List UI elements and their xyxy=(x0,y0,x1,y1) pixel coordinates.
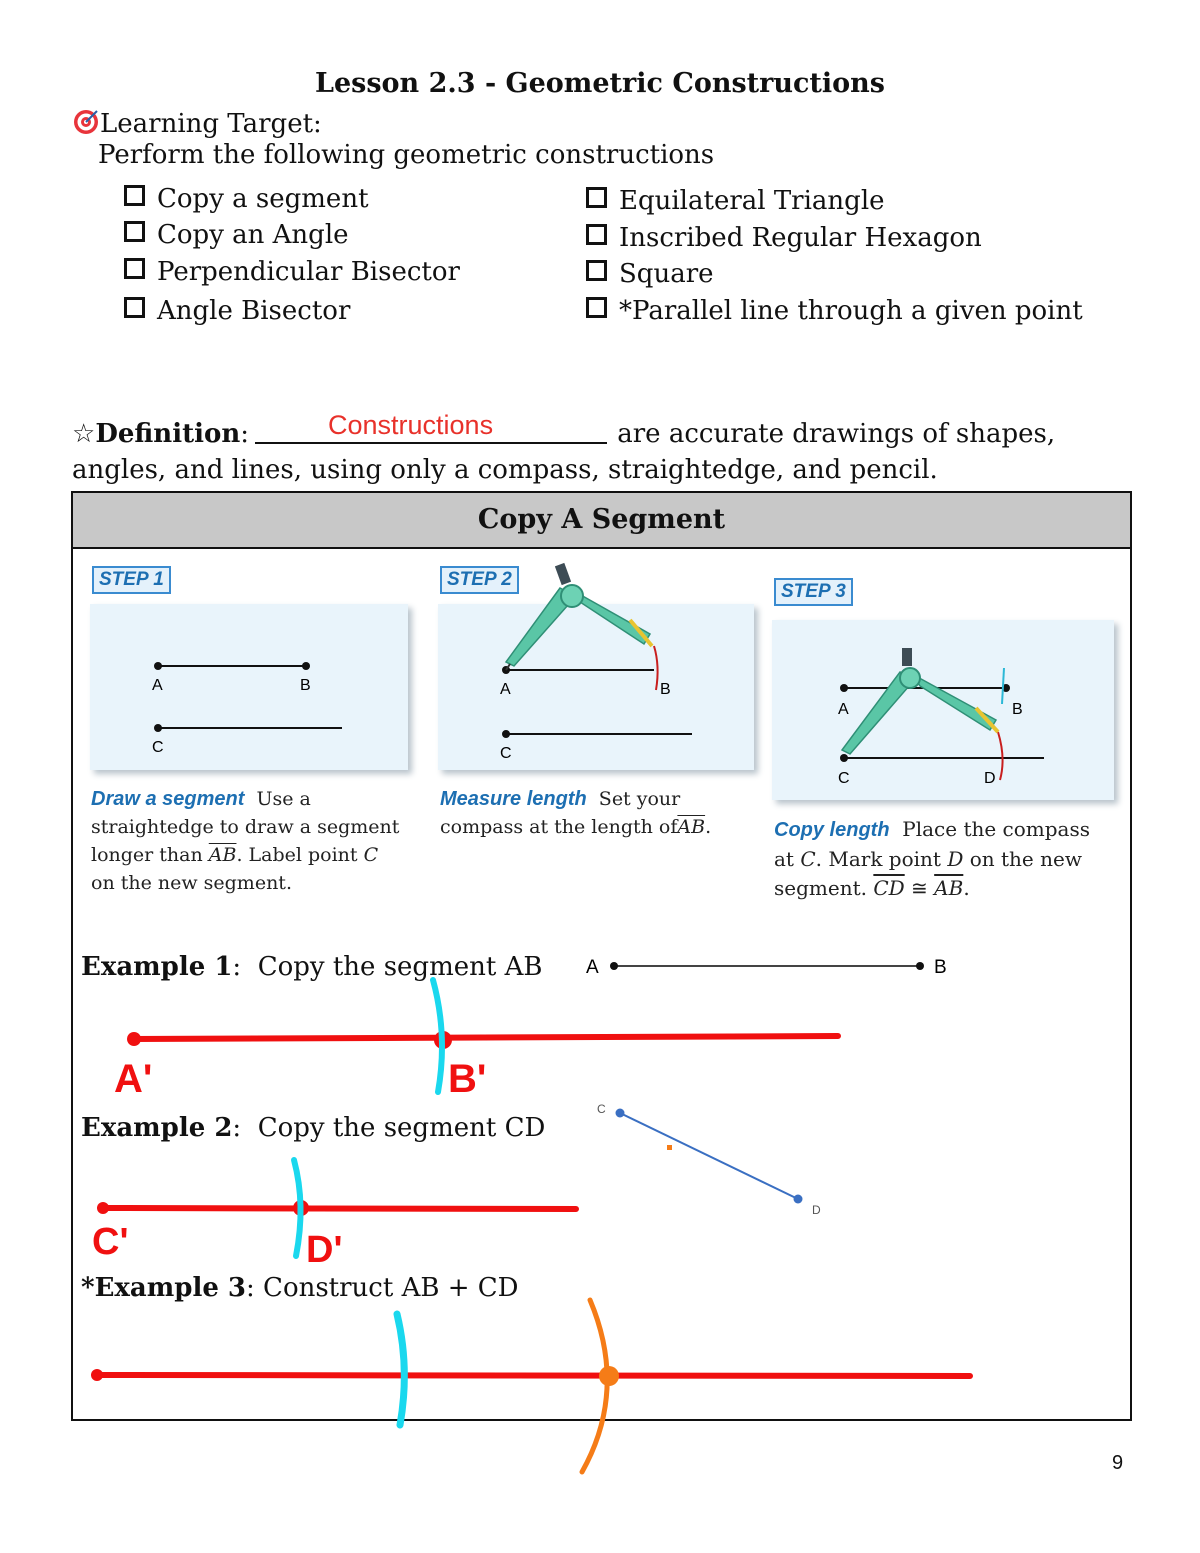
caption-text: . xyxy=(705,816,712,838)
handwritten-label-a-prime: A' xyxy=(114,1057,153,1101)
point-b-label: B xyxy=(1012,701,1023,718)
handwritten-label-d-prime: D' xyxy=(306,1229,343,1271)
caption-text: on the new segment. xyxy=(91,872,292,894)
point-c-label: C xyxy=(597,1102,606,1116)
caption-text: on the new xyxy=(969,847,1082,871)
checklist-label: Inscribed Regular Hexagon xyxy=(619,223,982,253)
step-1-lead: Draw a segment xyxy=(91,788,245,810)
point-b-label: B xyxy=(660,681,671,698)
point-c-label: C xyxy=(838,770,850,787)
point-c-label: C xyxy=(500,745,512,762)
point-label: C xyxy=(800,847,816,871)
caption-text: . Mark point xyxy=(815,847,941,871)
step-3-label: STEP 3 xyxy=(774,578,853,606)
point-c-label: C xyxy=(152,739,164,756)
definition-text: are accurate drawings of shapes, xyxy=(617,419,1056,449)
step-1-label: STEP 1 xyxy=(92,566,171,594)
caption-text: longer than xyxy=(91,844,203,866)
example-3-construction xyxy=(91,1300,970,1472)
example-colon: : xyxy=(246,1273,255,1303)
congruent-symbol: ≅ xyxy=(911,876,928,900)
caption-text: . xyxy=(963,876,970,900)
point-label: D xyxy=(947,847,964,871)
point-a-label: A xyxy=(500,681,511,698)
handwritten-label-c-prime: C' xyxy=(92,1221,129,1263)
caption-text: Use a xyxy=(256,788,311,810)
checklist-label: Square xyxy=(619,259,714,289)
checklist-label: Copy an Angle xyxy=(157,220,349,250)
handwritten-label-b-prime: B' xyxy=(448,1057,487,1101)
definition-text-continued: angles, and lines, using only a compass, straightedge, and pencil. xyxy=(72,455,938,485)
segment-label: $\overline{AB}$ xyxy=(677,816,706,838)
definition-label: Definition xyxy=(95,419,241,449)
segment-label: $\overline{AB}$ xyxy=(934,876,964,900)
point-a-label: A xyxy=(838,701,849,718)
point-label: C xyxy=(363,844,379,866)
example-label: Example 2 xyxy=(81,1113,233,1143)
caption-text: Set your xyxy=(598,788,681,810)
step-2-lead: Measure length xyxy=(440,788,587,810)
example-label: *Example 3 xyxy=(81,1273,247,1303)
example-colon: : xyxy=(232,952,242,982)
learning-target-label: Learning Target: xyxy=(100,109,322,139)
example-label: Example 1 xyxy=(81,952,233,982)
page-title: Lesson 2.3 - Geometric Constructions xyxy=(314,68,886,99)
example-text: Copy the segment CD xyxy=(257,1113,546,1143)
star-icon: ☆ xyxy=(72,419,96,449)
caption-text: straightedge to draw a segment xyxy=(91,816,400,838)
example-1-given-segment xyxy=(586,957,947,978)
definition-answer: Constructions xyxy=(328,410,494,440)
point-b-label: B xyxy=(300,677,311,694)
checklist-label: *Parallel line through a given point xyxy=(619,296,1083,326)
example-colon: : xyxy=(232,1113,242,1143)
example-1-copy xyxy=(114,980,838,1101)
example-text: Construct AB + CD xyxy=(263,1273,519,1303)
point-a-label: A xyxy=(586,957,599,978)
caption-text: Place the compass xyxy=(902,817,1091,841)
caption-text: segment. xyxy=(774,876,867,900)
point-a-label: A xyxy=(152,677,163,694)
learning-target-subtitle: Perform the following geometric constructions xyxy=(98,140,715,170)
segment-label: $\overline{AB}$ xyxy=(208,844,237,866)
caption-text: . Label point xyxy=(236,844,358,866)
caption-text: at xyxy=(774,847,794,871)
checklist-label: Perpendicular Bisector xyxy=(157,257,460,287)
point-b-label: B xyxy=(934,957,947,978)
example-2-given-segment xyxy=(597,1102,821,1217)
example-text: Copy the segment AB xyxy=(257,952,543,982)
caption-text: compass at the length of xyxy=(440,816,678,838)
section-header: Copy A Segment xyxy=(73,493,1130,549)
step-2-label: STEP 2 xyxy=(440,566,519,594)
example-2-copy xyxy=(92,1160,576,1271)
point-d-label: D xyxy=(984,770,996,787)
checklist-label: Copy a segment xyxy=(157,184,369,214)
checklist-label: Equilateral Triangle xyxy=(619,186,885,216)
step-3-lead: Copy length xyxy=(774,819,890,841)
point-d-label: D xyxy=(812,1203,821,1217)
segment-label: $\overline{CD}$ xyxy=(873,876,905,900)
definition-colon: : xyxy=(240,419,249,449)
checklist-label: Angle Bisector xyxy=(157,296,351,326)
page-number: 9 xyxy=(1112,1452,1124,1474)
